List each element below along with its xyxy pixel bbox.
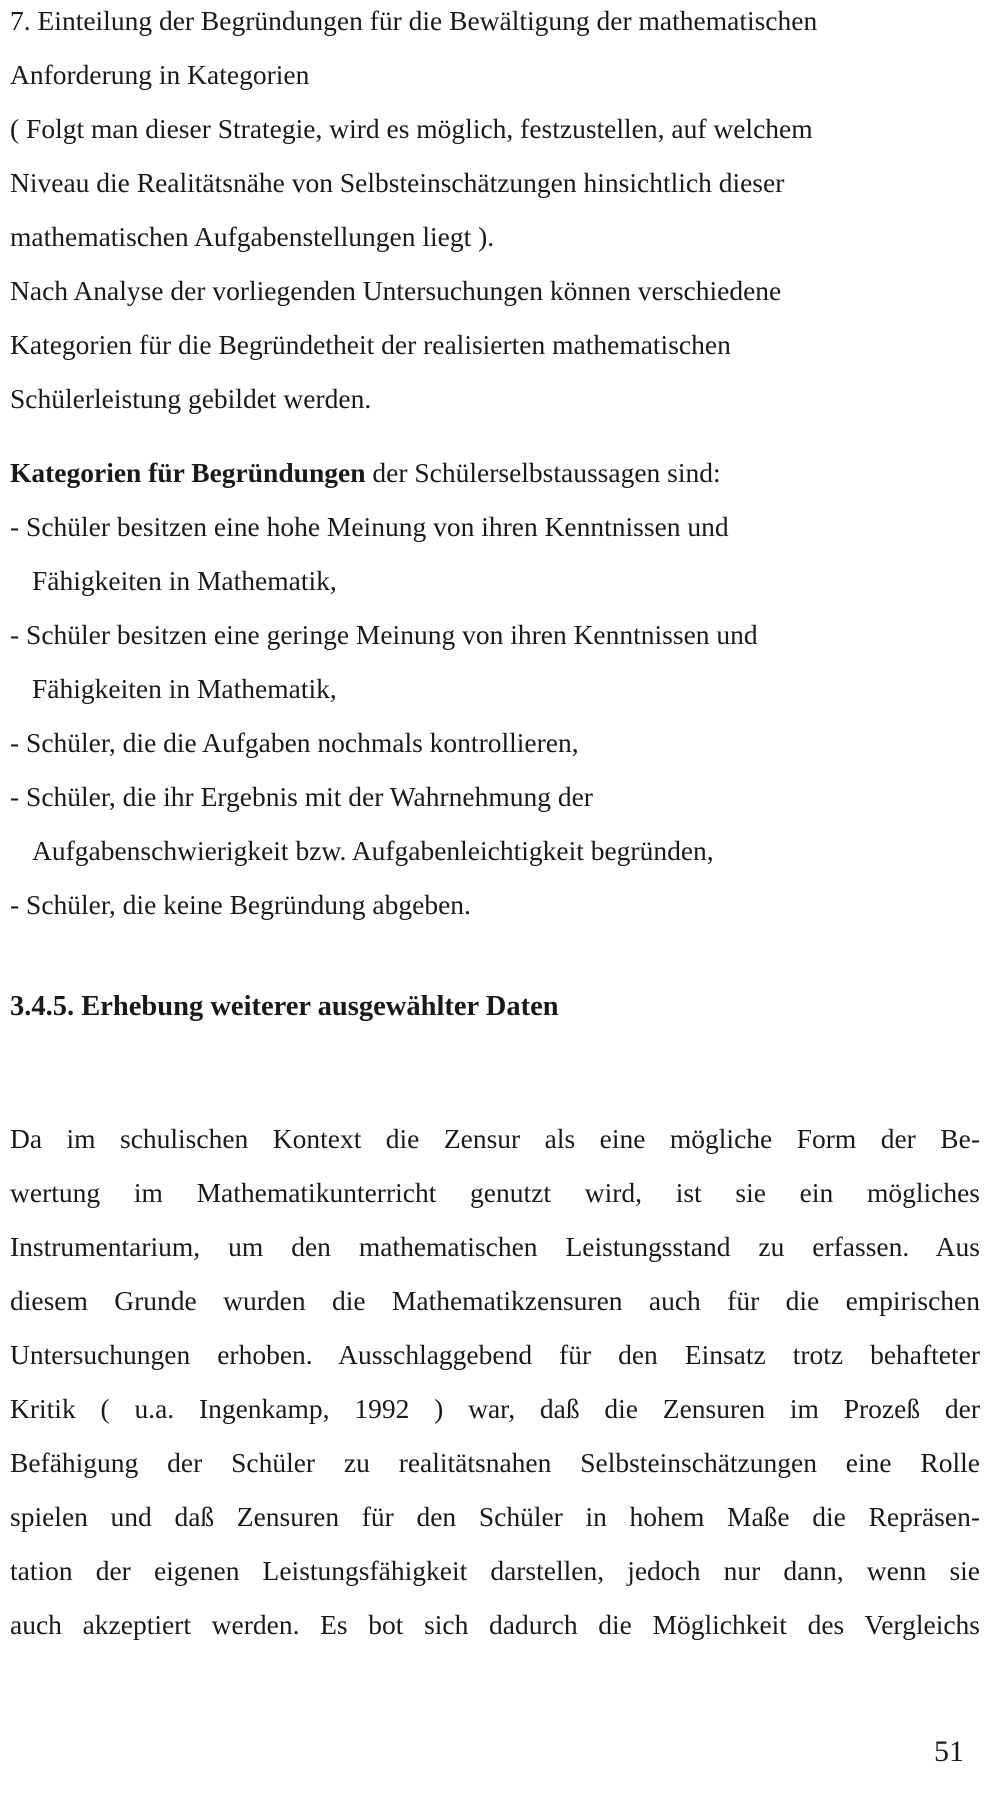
text-line: 7. Einteilung der Begründungen für die Bewältigung der mathematischen bbox=[10, 5, 818, 36]
text-line: Schülerleistung gebildet werden. bbox=[10, 383, 372, 414]
categories-intro-rest: der Schülerselbstaussagen sind: bbox=[365, 457, 721, 488]
section-heading-block bbox=[10, 980, 990, 1034]
text-line: Befähigung der Schüler zu realitätsnahen Selbsteinschätzungen eine Rolle bbox=[10, 1447, 980, 1478]
section-7-paragraph bbox=[10, 0, 990, 426]
list-item-continuation: Fähigkeiten in Mathematik, bbox=[32, 565, 337, 596]
page-number: 51 bbox=[934, 1735, 964, 1768]
section-heading: 3.4.5. Erhebung weiterer ausgewählter Daten bbox=[10, 991, 559, 1022]
categories-intro-bold: Kategorien für Begründungen bbox=[10, 457, 366, 488]
text-line: Instrumentarium, um den mathematischen Leistungsstand zu erfassen. Aus bbox=[10, 1231, 980, 1262]
list-item: - Schüler, die keine Begründung abgeben. bbox=[10, 889, 471, 920]
list-item: - Schüler besitzen eine geringe Meinung von ihren Kenntnissen und bbox=[10, 619, 758, 650]
list-item-continuation: Aufgabenschwierigkeit bzw. Aufgabenleichtigkeit begründen, bbox=[32, 835, 714, 866]
list-item-continuation: Fähigkeiten in Mathematik, bbox=[32, 673, 337, 704]
text-line: ( Folgt man dieser Strategie, wird es möglich, festzustellen, auf welchem bbox=[10, 113, 813, 144]
text-line: mathematischen Aufgabenstellungen liegt ). bbox=[10, 221, 495, 252]
text-line: diesem Grunde wurden die Mathematikzensuren auch für die empirischen bbox=[10, 1285, 980, 1316]
text-line: wertung im Mathematikunterricht genutzt wird, ist sie ein mögliches bbox=[10, 1177, 980, 1208]
text-line: Niveau die Realitätsnähe von Selbsteinschätzungen hinsichtlich dieser bbox=[10, 167, 785, 198]
document-page bbox=[10, 0, 990, 1795]
text-line: tation der eigenen Leistungsfähigkeit darstellen, jedoch nur dann, wenn sie bbox=[10, 1555, 980, 1586]
list-item: - Schüler, die ihr Ergebnis mit der Wahrnehmung der bbox=[10, 781, 593, 812]
text-line: Da im schulischen Kontext die Zensur als eine mögliche Form der Be- bbox=[10, 1123, 980, 1154]
section-3-4-5-paragraph bbox=[10, 1112, 990, 1652]
text-line: spielen und daß Zensuren für den Schüler in hohem Maße die Repräsen- bbox=[10, 1501, 980, 1532]
text-line: Untersuchungen erhoben. Ausschlaggebend für den Einsatz trotz behafteter bbox=[10, 1339, 980, 1370]
text-line: Kategorien für die Begründetheit der realisierten mathematischen bbox=[10, 329, 731, 360]
text-line: Kritik ( u.a. Ingenkamp, 1992 ) war, daß die Zensuren im Prozeß der bbox=[10, 1393, 980, 1424]
text-line: Nach Analyse der vorliegenden Untersuchungen können verschiedene bbox=[10, 275, 782, 306]
text-line: Anforderung in Kategorien bbox=[10, 59, 310, 90]
list-item: - Schüler besitzen eine hohe Meinung von ihren Kenntnissen und bbox=[10, 511, 729, 542]
text-line: auch akzeptiert werden. Es bot sich dadurch die Möglichkeit des Vergleichs bbox=[10, 1609, 980, 1640]
categories-intro bbox=[10, 446, 990, 500]
categories-block bbox=[10, 446, 990, 932]
list-item: - Schüler, die die Aufgaben nochmals kontrollieren, bbox=[10, 727, 579, 758]
